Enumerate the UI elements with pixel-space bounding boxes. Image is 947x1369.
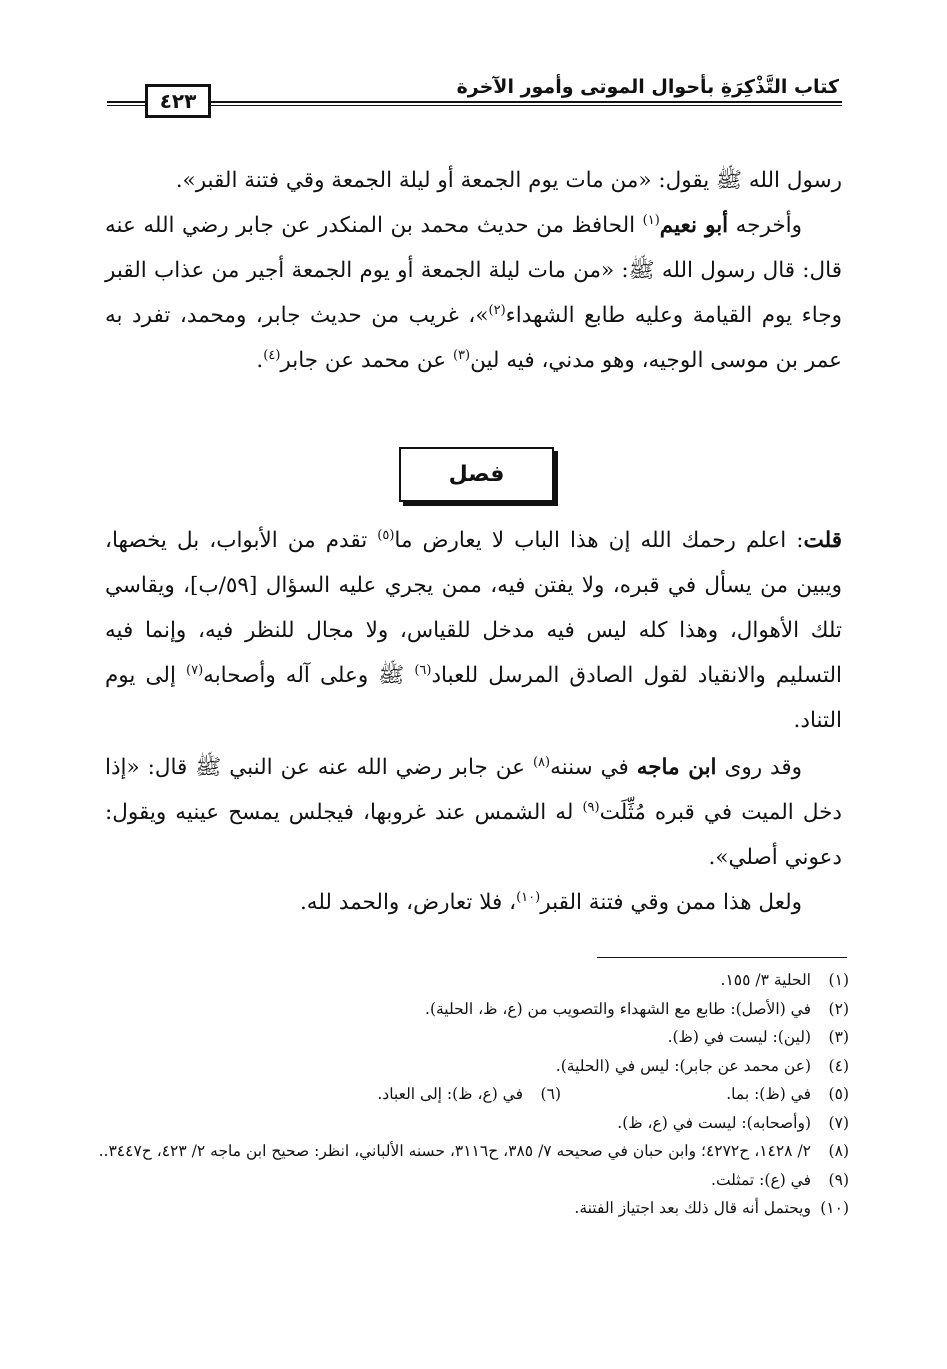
footnote-2 xyxy=(90,995,849,1024)
page-number: ٤٢٣ xyxy=(145,84,211,118)
footnote-text: الحلية ٣/ ١٥٥. xyxy=(720,971,811,989)
footnote-number: (٦) xyxy=(540,1085,561,1103)
footnote-number: (٣) xyxy=(828,1028,849,1046)
footnote-text: في (ع، ظ): إلى العباد. xyxy=(377,1085,523,1103)
footnote-number: (٥) xyxy=(828,1085,849,1103)
p3-text-c: ﷺ وعلى آله وأصحابه xyxy=(203,663,415,688)
p2-text-b: الحافظ من حديث محمد بن المنكدر عن جابر رضي الله عنه قال: قال رسول الله ﷺ: «من مات ليلة الجمعة أو يوم الجمعة أجير من عذاب القبر وجاء يوم القيامة وعليه طابع الشهداء xyxy=(105,213,842,328)
footnote-text: في (ظ): بما. xyxy=(726,1085,811,1103)
footnote-7 xyxy=(90,1109,849,1138)
footnote-text: (عن محمد عن جابر): ليس في (الحلية). xyxy=(555,1056,811,1075)
section-heading-box xyxy=(399,447,554,502)
footnote-10 xyxy=(90,1194,849,1223)
upper-text-block xyxy=(105,158,842,383)
footnote-text: (وأصحابه): ليست في (ع، ظ). xyxy=(617,1113,811,1132)
footnote-number: (٧) xyxy=(828,1113,849,1132)
p3-text-b: تقدم من الأبواب، بل يخصها، ويبين من يسأل في قبره، ولا يفتن فيه، ممن يجري عليه السؤال [٥٩/ب]، ويقاسي تلك الأهوال، وهذا كله ليس فيه مدخل للقياس، ولا مجال للنظر فيه، وإنما فيه التسليم والانقياد لقول الصادق المرسل للعباد xyxy=(105,528,843,688)
footnote-ref-10: (١٠) xyxy=(516,889,541,905)
p4-text-b: في سننه xyxy=(550,755,637,780)
footnote-number: (٤) xyxy=(828,1056,849,1075)
footnote-text: (لين): ليست في (ظ). xyxy=(667,1028,811,1046)
p2-text-d: عن محمد عن جابر xyxy=(280,348,453,373)
p2-text-c: »، غريب من حديث جابر، ومحمد، تفرد به عمر بن موسى الوجيه، وهو مدني، فيه لين xyxy=(105,303,842,373)
footnote-ref-9: (٩) xyxy=(582,799,600,815)
p4-text-c: عن جابر رضي الله عنه عن النبي ﷺ قال: «إذا دخل الميت في قبره مُثِّلَت xyxy=(105,755,842,825)
p2-name-bold: أبو نعيم xyxy=(659,213,729,238)
p3-qultu-bold: قلت xyxy=(803,528,842,553)
footnote-text: في (الأصل): طابع مع الشهداء والتصويب من (ع، ظ، الحلية). xyxy=(425,999,811,1018)
footnote-5-and-6 xyxy=(90,1080,849,1109)
footnote-8 xyxy=(90,1137,849,1166)
p5-text-b: ، فلا تعارض، والحمد لله. xyxy=(299,890,517,915)
p3-text-d: إلى يوم التناد. xyxy=(105,663,842,733)
footnote-ref-6: (٦) xyxy=(414,662,432,678)
lower-text-block xyxy=(105,518,842,925)
p5-text-a: ولعل هذا ممن وقي فتنة القبر xyxy=(540,890,802,915)
footnote-text: في (ع): تمثلت. xyxy=(711,1170,811,1189)
p4-text-a: وقد روى xyxy=(716,755,802,780)
p4-name-bold: ابن ماجه xyxy=(636,755,717,780)
footnote-text: ٢/ ١٤٢٨، ح٤٢٧٢؛ وابن حبان في صحيحه ٧/ ٣٨٥، ح٣١١٦، حسنه الألباني، انظر: صحيح ابن ماجه ٢/ ٤٢٣، ح٣٤٤٧.. xyxy=(98,1142,811,1160)
paragraph-1: رسول الله ﷺ يقول: «من مات يوم الجمعة أو ليلة الجمعة وقي فتنة القبر». xyxy=(175,168,842,193)
paragraph-2 xyxy=(105,203,842,383)
paragraph-4 xyxy=(105,745,842,880)
header-rule-thin xyxy=(107,105,842,106)
footnote-number: (٨) xyxy=(828,1142,849,1160)
footnote-ref-4: (٤) xyxy=(263,347,281,363)
section-heading: فصل xyxy=(448,462,505,487)
footnote-number: (٩) xyxy=(828,1170,849,1189)
footnote-3 xyxy=(90,1023,849,1052)
paragraph-3 xyxy=(105,518,842,743)
paragraph-5 xyxy=(105,880,842,925)
p2-text-e: . xyxy=(256,348,264,373)
footnote-number: (١) xyxy=(828,971,849,989)
footnote-1 xyxy=(90,966,849,995)
footnotes-block xyxy=(90,966,849,1223)
footnote-ref-3: (٣) xyxy=(452,347,471,363)
footnote-ref-2: (٢) xyxy=(488,302,506,318)
p2-text-a: وأخرجه xyxy=(728,213,802,238)
footnote-text: ويحتمل أنه قال ذلك بعد اجتياز الفتنة. xyxy=(574,1199,811,1217)
running-header-title: كتاب التَّذْكِرَةِ بأحوال الموتى وأمور الآخرة xyxy=(456,76,839,98)
p3-text-a: : اعلم رحمك الله إن هذا الباب لا يعارض ما xyxy=(394,528,804,553)
footnote-ref-7: (٧) xyxy=(186,662,204,678)
footnote-ref-5: (٥) xyxy=(377,527,395,543)
footnote-ref-1: (١) xyxy=(642,212,660,228)
footnote-4 xyxy=(90,1052,849,1081)
footnote-number: (٢) xyxy=(828,999,849,1018)
footnote-separator xyxy=(597,957,847,958)
footnote-ref-8: (٨) xyxy=(532,754,551,770)
footnote-number: (١٠) xyxy=(820,1199,849,1217)
footnote-9 xyxy=(90,1166,849,1195)
p4-text-d: له الشمس عند غروبها، فيجلس يمسح عينيه ويقول: دعوني أصلي». xyxy=(105,800,842,870)
header-rule-thick xyxy=(107,101,842,103)
